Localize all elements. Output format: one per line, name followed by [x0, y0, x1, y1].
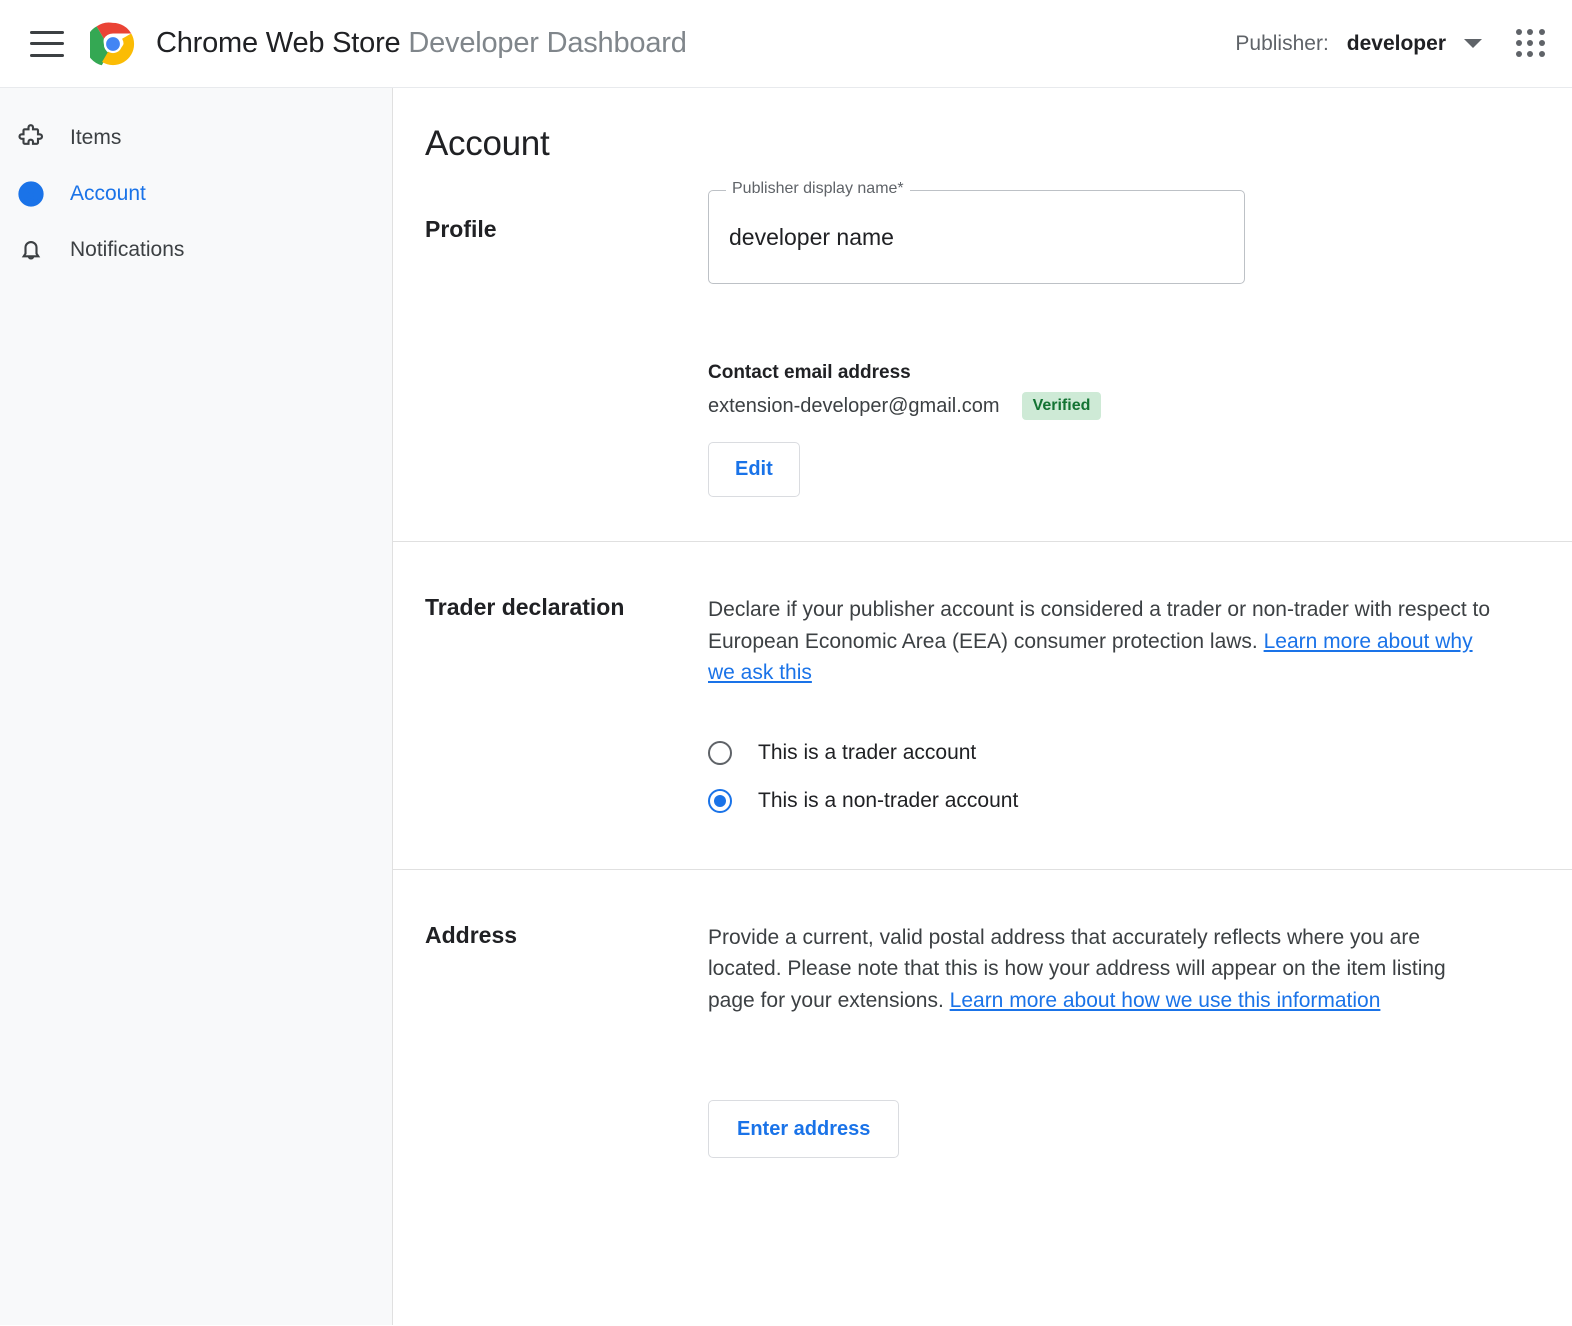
radio-option-trader[interactable] — [708, 729, 1532, 777]
sidebar-item-notifications[interactable] — [0, 222, 392, 278]
address-description — [708, 922, 1498, 1017]
section-label-profile: Profile — [425, 216, 497, 242]
sidebar-item-label: Items — [70, 126, 122, 149]
brand-secondary: Developer Dashboard — [408, 27, 687, 59]
page-body — [0, 88, 1572, 1325]
radio-option-non-trader[interactable] — [708, 777, 1532, 825]
contact-email-group — [708, 362, 1532, 497]
publisher-display-name-field[interactable] — [708, 180, 1245, 284]
sidebar-item-label: Notifications — [70, 238, 185, 261]
address-button-row — [708, 1078, 1532, 1158]
enter-address-button[interactable]: Enter address — [708, 1100, 899, 1158]
trader-learn-more-link[interactable]: Learn more about why we ask this — [708, 629, 1473, 684]
section-body-profile — [708, 180, 1572, 497]
top-app-bar — [0, 0, 1572, 88]
address-description-text: Provide a current, valid postal address that accurately reflects where you are located. Please note that this is how your address will appear on the item listing page for your extensions. — [708, 925, 1446, 1012]
publisher-display-name-label: Publisher display name* — [726, 180, 910, 198]
radio-option-label: This is a trader account — [758, 740, 977, 764]
section-body-address — [708, 922, 1572, 1159]
page-title: Account — [425, 124, 550, 163]
contact-email-row — [708, 392, 1532, 420]
puzzle-piece-icon — [14, 121, 48, 155]
trader-description — [708, 594, 1498, 689]
section-label-address: Address — [425, 921, 518, 948]
publisher-label: Publisher: — [1235, 31, 1329, 55]
main-content — [393, 88, 1572, 1325]
edit-email-button[interactable]: Edit — [708, 442, 800, 497]
radio-button-selected-icon[interactable] — [708, 789, 732, 813]
trader-radio-group — [708, 729, 1532, 825]
publisher-selected-value[interactable]: developer — [1346, 31, 1446, 55]
status-badge: Verified — [1022, 392, 1102, 420]
contact-email-value: extension-developer@gmail.com — [708, 394, 1000, 417]
sidebar-item-items[interactable] — [0, 110, 392, 166]
chevron-down-icon[interactable] — [1464, 39, 1482, 48]
radio-option-label: This is a non-trader account — [758, 788, 1019, 812]
bell-icon — [14, 233, 48, 267]
apps-grid-icon[interactable] — [1516, 29, 1546, 59]
sidebar-item-account[interactable] — [0, 166, 392, 222]
contact-email-title: Contact email address — [708, 362, 911, 383]
address-learn-more-link[interactable]: Learn more about how we use this information — [949, 988, 1381, 1012]
hamburger-menu-icon[interactable] — [30, 31, 64, 57]
sidebar-nav — [0, 88, 393, 1325]
app-brand-title — [156, 27, 687, 60]
section-address — [393, 870, 1572, 1203]
top-bar-right-group — [1235, 29, 1546, 59]
radio-button-icon[interactable] — [708, 741, 732, 765]
sidebar-item-label: Account — [70, 182, 146, 205]
chrome-logo-icon — [90, 21, 136, 67]
section-label-trader: Trader declaration — [425, 594, 625, 620]
publisher-display-name-value: developer name — [729, 223, 894, 250]
section-body-trader — [708, 594, 1572, 825]
brand-primary: Chrome Web Store — [156, 27, 401, 59]
section-trader-declaration — [393, 542, 1572, 870]
section-profile — [393, 164, 1572, 542]
account-circle-icon — [14, 177, 48, 211]
trader-description-text: Declare if your publisher account is considered a trader or non-trader with respect to European Economic Area (EEA) consumer protection laws. — [708, 598, 1491, 653]
